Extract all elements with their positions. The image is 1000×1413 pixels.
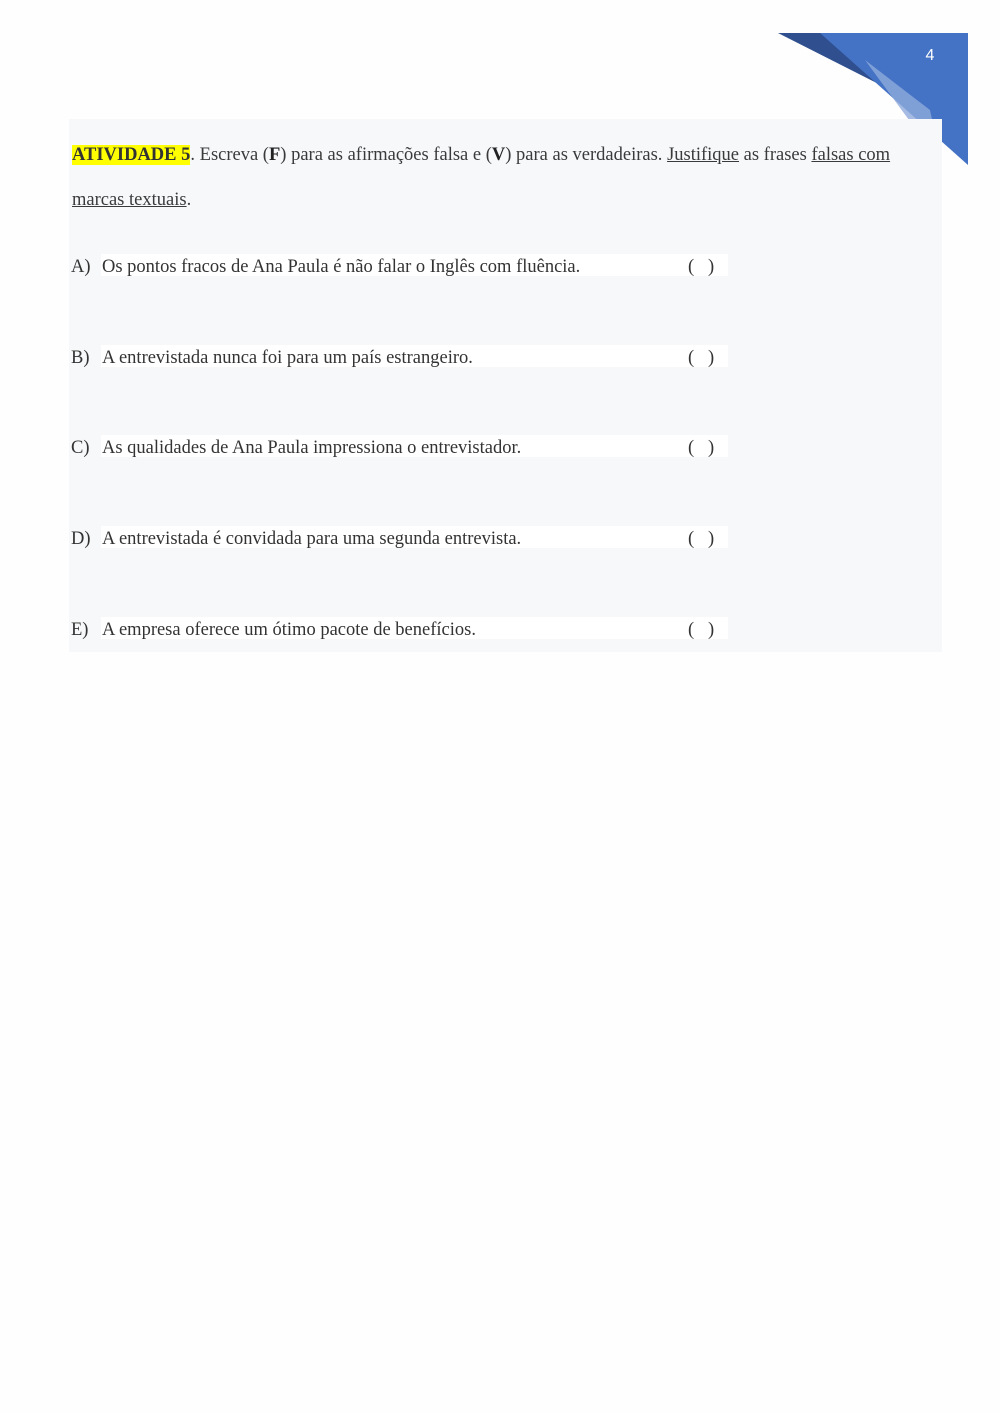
instruction-text: . xyxy=(186,190,192,210)
instruction-underlined-falsas: falsas com marcas textuais xyxy=(72,145,891,210)
answer-field[interactable]: ( ) xyxy=(686,254,728,276)
item-text: A entrevistada nunca foi para um país estrangeiro. xyxy=(101,345,687,367)
false-marker: F xyxy=(268,145,281,165)
answer-field[interactable]: ( ) xyxy=(686,617,728,639)
true-marker: V xyxy=(491,145,506,165)
item-text: A entrevistada é convidada para uma segunda entrevista. xyxy=(101,526,687,548)
item-letter: D) xyxy=(71,529,91,549)
activity-instructions xyxy=(72,133,942,223)
statement-item-c xyxy=(71,435,731,461)
item-letter: E) xyxy=(71,620,89,640)
activity-title: ATIVIDADE 5 xyxy=(72,145,191,165)
page-number: 4 xyxy=(925,47,935,64)
statement-item-e xyxy=(71,617,731,643)
instruction-text: ) para as verdadeiras. xyxy=(505,145,668,165)
item-text: Os pontos fracos de Ana Paula é não falar o Inglês com fluência. xyxy=(101,254,687,276)
answer-field[interactable]: ( ) xyxy=(686,435,728,457)
item-letter: C) xyxy=(71,438,90,458)
item-text: As qualidades de Ana Paula impressiona o entrevistador. xyxy=(101,435,687,457)
instruction-underlined-justifique: Justifique xyxy=(667,145,740,165)
item-text: A empresa oferece um ótimo pacote de benefícios. xyxy=(101,617,687,639)
item-letter: A) xyxy=(71,257,91,277)
statement-item-b xyxy=(71,345,731,371)
statement-item-d xyxy=(71,526,731,552)
instruction-text: ) para as afirmações falsa e ( xyxy=(280,145,492,165)
instruction-text: as frases xyxy=(739,145,812,165)
answer-field[interactable]: ( ) xyxy=(686,526,728,548)
instruction-text: . Escreva ( xyxy=(190,145,269,165)
statement-item-a xyxy=(71,254,731,280)
item-letter: B) xyxy=(71,348,90,368)
answer-field[interactable]: ( ) xyxy=(686,345,728,367)
